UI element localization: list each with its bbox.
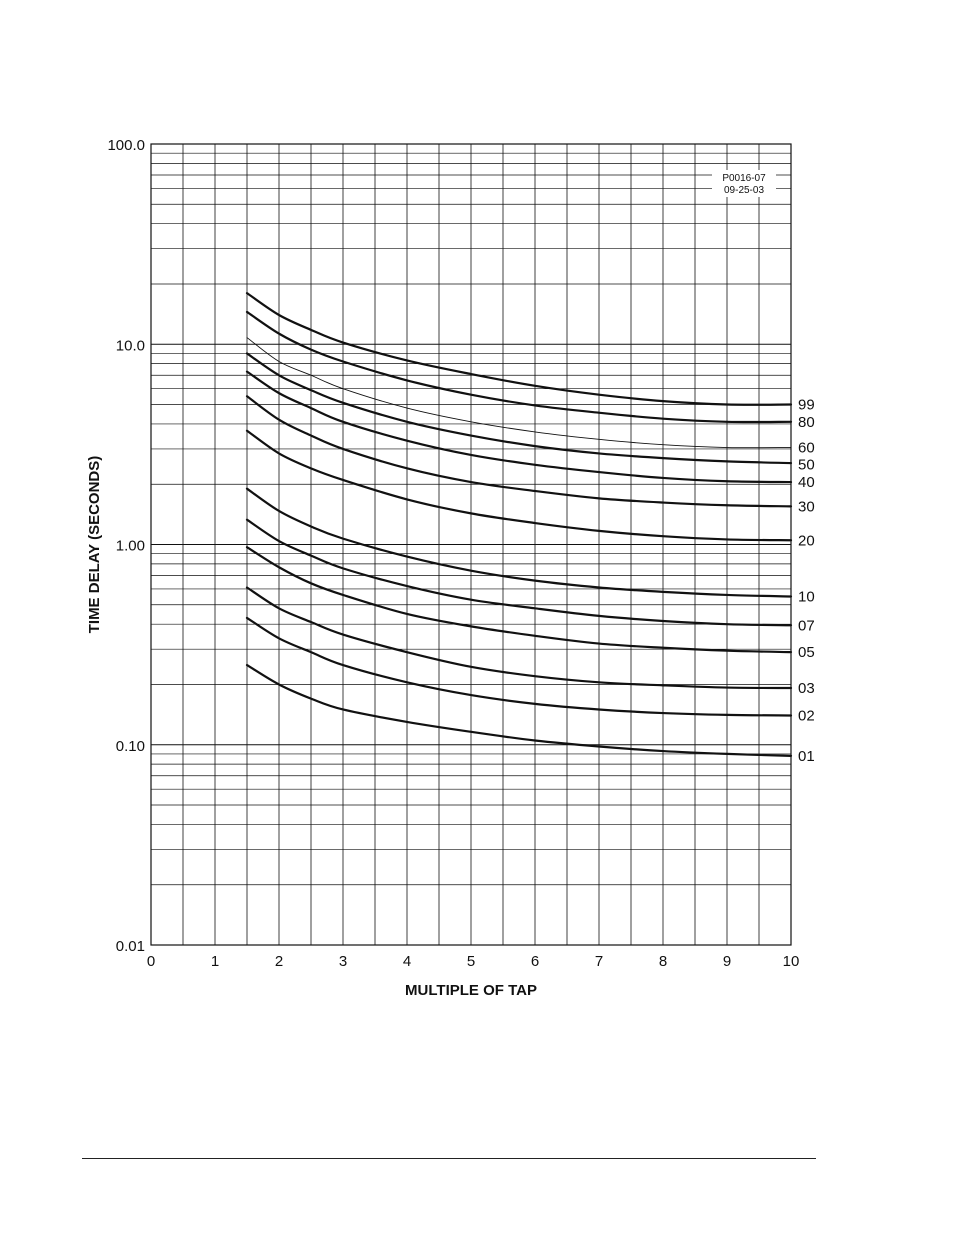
series-curve-40	[247, 372, 791, 482]
stamp-date: 09-25-03	[723, 185, 765, 196]
series-labels	[798, 397, 815, 765]
x-tick-label: 5	[466, 953, 476, 970]
drawing-stamp	[712, 170, 776, 197]
footer-rule	[82, 1158, 816, 1159]
x-tick-label: 9	[722, 953, 732, 970]
y-tick-label: 100.0	[107, 137, 145, 154]
series-curve-01	[247, 665, 791, 756]
y-tick-label: 10.0	[115, 337, 145, 355]
x-tick-label: 2	[274, 953, 284, 970]
series-label-80: 80	[798, 413, 815, 431]
stamp-drawing-number: P0016-07	[722, 173, 766, 184]
y-tick-label: 0.01	[115, 938, 145, 955]
y-tick-label: 1.00	[115, 537, 145, 555]
y-tick-labels	[107, 137, 145, 955]
y-axis-title: TIME DELAY (SECONDS)	[86, 455, 103, 634]
series-curve-03	[247, 587, 791, 688]
x-tick-label: 3	[338, 953, 348, 970]
series-label-20: 20	[798, 532, 815, 550]
series-label-01: 01	[798, 747, 815, 765]
series-label-05: 05	[798, 644, 815, 662]
series-label-60: 60	[798, 439, 815, 457]
series-label-07: 07	[798, 617, 815, 635]
x-tick-label: 0	[146, 953, 156, 970]
series-curve-30	[247, 396, 791, 506]
x-tick-label: 10	[782, 953, 800, 970]
series-label-40: 40	[798, 474, 815, 492]
series-label-30: 30	[798, 498, 815, 516]
series-curve-80	[247, 312, 791, 422]
series-label-02: 02	[798, 707, 815, 725]
series-label-99: 99	[798, 396, 815, 414]
x-tick-labels	[147, 953, 800, 970]
series-label-10: 10	[798, 588, 815, 606]
series-curves	[247, 293, 791, 756]
x-tick-label: 6	[530, 953, 540, 970]
series-label-03: 03	[798, 680, 815, 698]
series-label-50: 50	[798, 456, 815, 474]
x-tick-label: 4	[402, 953, 412, 970]
y-tick-label: 0.10	[115, 737, 145, 755]
series-curve-99	[247, 293, 791, 405]
x-axis-title: MULTIPLE OF TAP	[405, 982, 537, 999]
x-tick-label: 1	[210, 953, 220, 970]
x-tick-label: 8	[658, 953, 668, 970]
x-tick-label: 7	[594, 953, 604, 970]
series-curve-60	[247, 338, 791, 448]
series-curve-07	[247, 520, 791, 626]
